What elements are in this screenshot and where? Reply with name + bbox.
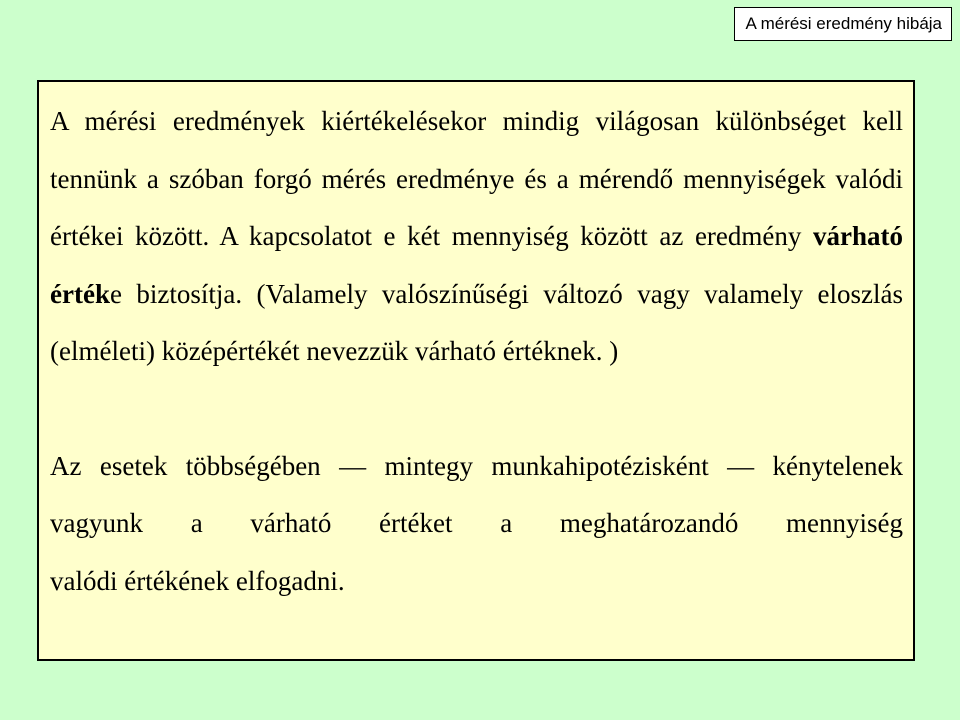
paragraph-expected-value xyxy=(50,93,903,381)
paragraph-2-last-line: valódi értékének elfogadni. xyxy=(50,565,345,596)
paragraph-working-hypothesis xyxy=(50,438,903,611)
paragraph-1-text-start: A mérési eredmények kiértékelésekor mindig világosan különbséget kell tennünk a szóban forgó mérés eredménye és a mérendő mennyiségek valódi értékei között. A kapcsolatot e két mennyiség között az eredmény xyxy=(50,106,903,251)
paragraph-2-text: Az esetek többségében — mintegy munkahipotézisként — kénytelenek vagyunk a várható értéket a meghatározandó mennyiség xyxy=(50,450,903,538)
expected-value-term: várható érték xyxy=(50,221,903,309)
slide-title xyxy=(734,7,952,41)
paragraph-1-text-end: e biztosítja. (Valamely valószínűségi változó vagy valamely eloszlás (elméleti) középértékét nevezzük várható értéknek. ) xyxy=(50,278,903,366)
content-box xyxy=(37,80,915,661)
slide-title-text: A mérési eredmény hibája xyxy=(745,14,942,33)
